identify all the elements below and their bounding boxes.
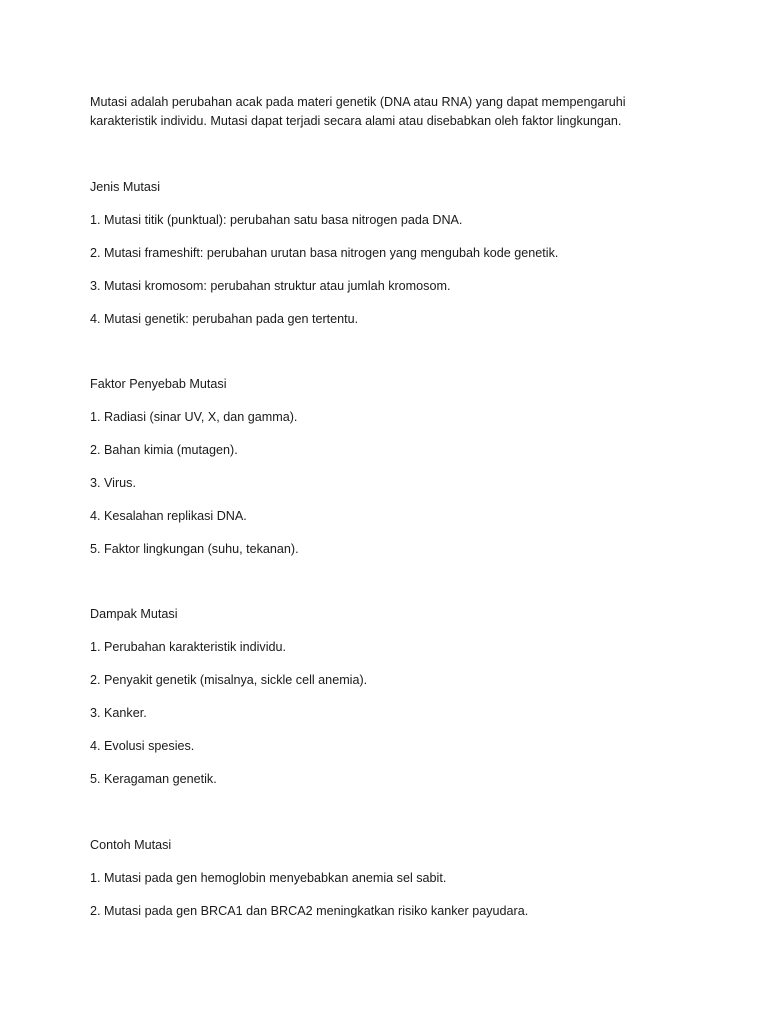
list-item: 3. Virus. [90, 476, 136, 490]
section-heading-dampak: Dampak Mutasi [90, 607, 178, 621]
section-heading-jenis: Jenis Mutasi [90, 180, 160, 194]
list-item: 1. Perubahan karakteristik individu. [90, 640, 287, 654]
list-item: 4. Mutasi genetik: perubahan pada gen tertentu. [90, 312, 359, 326]
list-item: 2. Mutasi pada gen BRCA1 dan BRCA2 meningkatkan risiko kanker payudara. [90, 904, 529, 918]
list-item: 2. Mutasi frameshift: perubahan urutan basa nitrogen yang mengubah kode genetik. [90, 246, 559, 260]
list-item: 4. Kesalahan replikasi DNA. [90, 509, 247, 523]
list-item: 2. Bahan kimia (mutagen). [90, 443, 238, 457]
list-item: 3. Mutasi kromosom: perubahan struktur atau jumlah kromosom. [90, 279, 451, 293]
intro-paragraph-line-2: karakteristik individu. Mutasi dapat terjadi secara alami atau disebabkan oleh faktor lingkungan. [90, 114, 622, 128]
section-heading-contoh: Contoh Mutasi [90, 838, 172, 852]
intro-paragraph-line-1: Mutasi adalah perubahan acak pada materi genetik (DNA atau RNA) yang dapat mempengaruhi [90, 95, 626, 109]
list-item: 1. Radiasi (sinar UV, X, dan gamma). [90, 410, 298, 424]
section-heading-faktor: Faktor Penyebab Mutasi [90, 377, 227, 391]
list-item: 1. Mutasi pada gen hemoglobin menyebabkan anemia sel sabit. [90, 871, 447, 885]
list-item: 1. Mutasi titik (punktual): perubahan satu basa nitrogen pada DNA. [90, 213, 463, 227]
list-item: 2. Penyakit genetik (misalnya, sickle cell anemia). [90, 673, 368, 687]
list-item: 4. Evolusi spesies. [90, 739, 195, 753]
list-item: 3. Kanker. [90, 706, 147, 720]
list-item: 5. Keragaman genetik. [90, 772, 217, 786]
list-item: 5. Faktor lingkungan (suhu, tekanan). [90, 542, 299, 556]
